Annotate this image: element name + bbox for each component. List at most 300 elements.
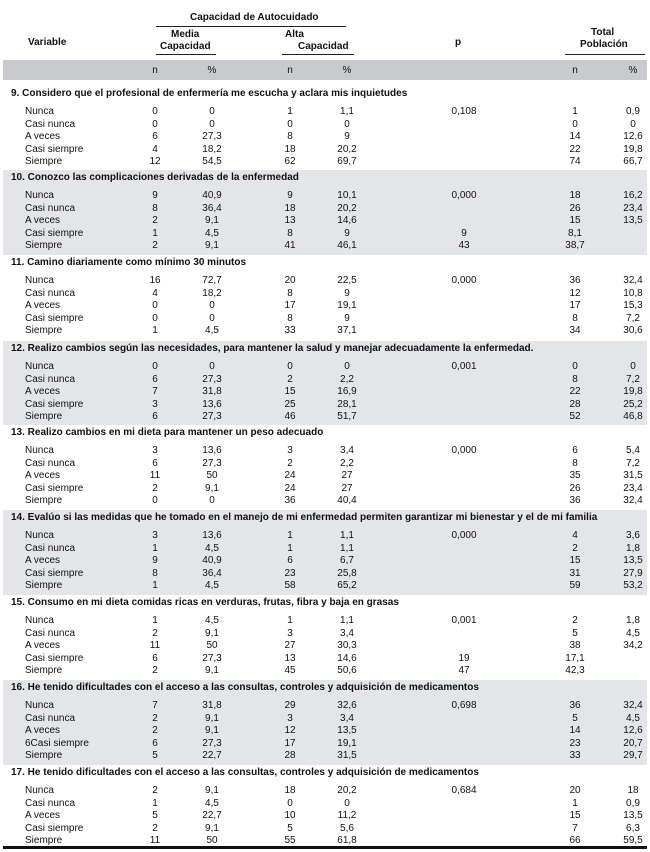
table-cell: 9,1: [205, 712, 219, 724]
table-cell: 14: [569, 131, 581, 143]
section-title: 13. Realizo cambios en mi dieta para mantener un peso adecuado: [11, 427, 324, 438]
table-cell: 22,5: [337, 275, 357, 286]
table-cell: 3,6: [626, 530, 640, 541]
row-label: A veces: [25, 470, 61, 482]
table-cell: 1: [287, 615, 293, 626]
table-cell: 4,5: [205, 325, 219, 337]
table-cell: 26: [569, 202, 581, 214]
table-cell: 15,3: [623, 300, 643, 312]
table-cell: 62: [284, 156, 296, 168]
table-cell: 23: [569, 737, 581, 749]
table-cell: 7: [572, 822, 578, 834]
table-cell: 11,2: [337, 810, 357, 822]
n-label: n: [572, 65, 578, 76]
table-cell: 46: [284, 411, 296, 423]
table-cell: 5: [152, 810, 158, 822]
table-cell: 33: [284, 325, 296, 337]
table-cell: 2: [152, 712, 158, 724]
table-cell: 54,5: [202, 156, 222, 168]
table-cell: 6,3: [626, 822, 640, 834]
table-cell: 3,4: [340, 627, 354, 639]
table-cell: 66,7: [623, 156, 643, 168]
table-cell: 20,2: [337, 785, 357, 796]
table-cell: 2: [572, 615, 578, 626]
table-cell: 4,5: [205, 227, 219, 239]
table-row: [3, 749, 647, 762]
table-cell: 25,8: [337, 567, 357, 579]
table-cell: 13,5: [623, 215, 643, 227]
table-cell: 4: [152, 287, 158, 299]
table-cell: 36: [284, 495, 296, 507]
table-cell: 4,5: [205, 797, 219, 809]
row-label: Siempre: [25, 156, 63, 168]
table-cell: 0: [209, 495, 215, 507]
table-cell: 4,5: [205, 542, 219, 554]
table-row: [3, 444, 647, 457]
header-variable: Variable: [28, 37, 67, 48]
table-cell: 0,001: [451, 361, 477, 372]
table-cell: 46,1: [337, 240, 357, 252]
table-cell: 31,5: [337, 750, 357, 762]
table-cell: 8: [152, 567, 158, 579]
row-label: Casi nunca: [25, 627, 76, 639]
table-cell: 18: [284, 785, 296, 796]
table-cell: 2: [152, 627, 158, 639]
table-cell: 18: [627, 785, 639, 796]
table-cell: 2,2: [340, 457, 354, 469]
section: [3, 510, 647, 595]
section-title: 9. Considero que el profesional de enfermería me escucha y aclara mis inquietudes: [11, 88, 408, 99]
table-cell: 34: [569, 325, 581, 337]
table-cell: 9,1: [205, 482, 219, 494]
table-cell: 41: [284, 240, 296, 252]
table-cell: 0: [344, 361, 350, 372]
table-row: [3, 214, 647, 227]
table-row: [3, 202, 647, 215]
row-label: A veces: [25, 640, 61, 652]
table-cell: 1,8: [626, 542, 640, 554]
header-media-rule: [156, 54, 216, 55]
table-cell: 36: [569, 700, 581, 711]
table-row: [3, 469, 647, 482]
table-cell: 13,5: [623, 810, 643, 822]
table-row: [3, 324, 647, 337]
table-cell: 19,1: [337, 737, 357, 749]
section-title: 16. He tenido dificultades con el acceso a las consultas, controles y adquisición de medicamentos: [11, 682, 479, 693]
table-cell: 8: [572, 373, 578, 385]
table-cell: 9: [461, 227, 467, 239]
table-cell: 9: [152, 555, 158, 567]
table-cell: 27: [341, 482, 353, 494]
table-cell: 12: [569, 287, 581, 299]
table-cell: 36,4: [202, 202, 222, 214]
table-cell: 18: [284, 202, 296, 214]
row-label: Casi nunca: [25, 542, 76, 554]
table-cell: 1,1: [340, 530, 354, 541]
table-cell: 0: [630, 118, 636, 130]
table-cell: 1,1: [340, 106, 354, 117]
table-row: [3, 797, 647, 810]
table-cell: 47: [458, 665, 470, 677]
table-cell: 27,3: [202, 373, 222, 385]
table-cell: 14,6: [337, 215, 357, 227]
table-cell: 0: [287, 361, 293, 372]
header-media-2: Capacidad: [160, 41, 211, 52]
percent-label: %: [207, 65, 217, 76]
row-label: A veces: [25, 386, 61, 398]
table-cell: 11: [149, 640, 161, 652]
table-cell: 9,1: [205, 785, 219, 796]
table-cell: 20: [569, 785, 581, 796]
section: [3, 595, 647, 680]
header-alta-2: Capacidad: [298, 41, 349, 52]
table-cell: 28: [569, 398, 581, 410]
row-label: Siempre: [25, 411, 63, 423]
table-cell: 8: [287, 312, 293, 324]
table-row: [3, 627, 647, 640]
table-cell: 14,6: [337, 652, 357, 664]
table-cell: 10,1: [337, 190, 357, 201]
table-cell: 24: [284, 482, 296, 494]
table-cell: 9,1: [205, 240, 219, 252]
table-cell: 45: [284, 665, 296, 677]
table-cell: 0: [572, 118, 578, 130]
table-cell: 15: [569, 215, 581, 227]
table-cell: 0,698: [451, 700, 477, 711]
table-cell: 2: [572, 542, 578, 554]
table-cell: 20,2: [337, 202, 357, 214]
table-cell: 28: [284, 750, 296, 762]
table-cell: 3: [287, 445, 293, 456]
table-cell: 2: [287, 457, 293, 469]
table-cell: 6: [152, 652, 158, 664]
row-label: Casi nunca: [25, 457, 76, 469]
table-cell: 43: [458, 240, 470, 252]
table-cell: 31,8: [202, 700, 222, 711]
row-label: Siempre: [25, 580, 63, 592]
table-cell: 33: [569, 750, 581, 762]
table-row: [3, 529, 647, 542]
row-label: Casi nunca: [25, 118, 76, 130]
table-cell: 19: [458, 652, 470, 664]
header-media-1: Media: [171, 29, 200, 40]
table-cell: 12: [149, 156, 161, 168]
table-cell: 6,7: [340, 555, 354, 567]
table-cell: 9,1: [205, 822, 219, 834]
section-title: 14. Evalúo si las medidas que he tomado en el manejo de mi enfermedad permiten garantizar mi bienestar y el de mi familia: [11, 512, 598, 523]
table-cell: 59,5: [623, 835, 643, 847]
table-cell: 0: [152, 300, 158, 312]
table-row: [3, 639, 647, 652]
row-label: A veces: [25, 810, 61, 822]
row-label: Siempre: [25, 750, 63, 762]
table-row: [3, 542, 647, 555]
table-row: [3, 664, 647, 677]
table-cell: 0: [209, 118, 215, 130]
table-cell: 25,2: [623, 398, 643, 410]
header-total-rule: [565, 54, 645, 55]
table-cell: 7: [152, 386, 158, 398]
row-label: Casi siempre: [25, 822, 84, 834]
table-row: [3, 494, 647, 507]
table-row: [3, 274, 647, 287]
table-cell: 27,3: [202, 737, 222, 749]
row-label: 6Casi siempre: [25, 737, 89, 749]
row-label: Casi nunca: [25, 797, 76, 809]
table-cell: 27: [284, 640, 296, 652]
table-cell: 32,4: [623, 275, 643, 286]
table-cell: 9,1: [205, 627, 219, 639]
row-label: A veces: [25, 300, 61, 312]
table-cell: 8: [287, 227, 293, 239]
table-row: [3, 784, 647, 797]
table-cell: 69,7: [337, 156, 357, 168]
table-cell: 36: [569, 495, 581, 507]
table-cell: 1: [152, 615, 158, 626]
table-row: [3, 567, 647, 580]
header-total-1: Total: [591, 27, 615, 38]
n-label: n: [287, 65, 293, 76]
table-row: [3, 579, 647, 592]
table-cell: 12,6: [623, 131, 643, 143]
header-alta-rule: [282, 54, 354, 55]
table-cell: 15: [284, 386, 296, 398]
row-label: Nunca: [25, 530, 54, 541]
table-cell: 0,9: [626, 106, 640, 117]
table-cell: 13,5: [337, 725, 357, 737]
bottom-rule: [3, 846, 647, 849]
table-row: [3, 227, 647, 240]
table-cell: 7,2: [626, 312, 640, 324]
table-cell: 30,6: [623, 325, 643, 337]
table-cell: 26: [569, 482, 581, 494]
table-cell: 0: [152, 106, 158, 117]
percent-label: %: [342, 65, 352, 76]
table-cell: 0,000: [451, 445, 477, 456]
table-cell: 0: [209, 300, 215, 312]
table-row: [3, 385, 647, 398]
row-label: Nunca: [25, 445, 54, 456]
table-cell: 20,7: [623, 737, 643, 749]
table-cell: 0,000: [451, 530, 477, 541]
table-cell: 66: [569, 835, 581, 847]
n-percent-row: [3, 60, 647, 80]
table-cell: 0: [152, 495, 158, 507]
table-row: [3, 312, 647, 325]
table-cell: 40,4: [337, 495, 357, 507]
table-cell: 9: [344, 287, 350, 299]
table-cell: 2: [152, 215, 158, 227]
table-cell: 5: [152, 750, 158, 762]
table-cell: 3: [152, 530, 158, 541]
row-label: Casi siempre: [25, 652, 84, 664]
row-label: Nunca: [25, 785, 54, 796]
table-cell: 9: [287, 190, 293, 201]
table-cell: 17: [284, 737, 296, 749]
table-cell: 14: [569, 725, 581, 737]
table-cell: 37,1: [337, 325, 357, 337]
row-label: Nunca: [25, 275, 54, 286]
row-label: Casi siempre: [25, 227, 84, 239]
table-cell: 0,000: [451, 190, 477, 201]
section: [3, 765, 647, 846]
table-cell: 3,4: [340, 712, 354, 724]
table-cell: 27: [341, 470, 353, 482]
table-cell: 6: [572, 445, 578, 456]
section: [3, 680, 647, 765]
table-cell: 0: [344, 118, 350, 130]
table-cell: 61,8: [337, 835, 357, 847]
table-cell: 4,5: [205, 615, 219, 626]
table-cell: 2,2: [340, 373, 354, 385]
row-label: Casi siempre: [25, 482, 84, 494]
table-cell: 2: [152, 785, 158, 796]
table-row: [3, 554, 647, 567]
table-cell: 7: [152, 700, 158, 711]
row-label: Siempre: [25, 835, 63, 847]
table-cell: 6: [152, 411, 158, 423]
table-cell: 23,4: [623, 202, 643, 214]
table-cell: 18: [284, 143, 296, 155]
row-label: Casi nunca: [25, 373, 76, 385]
table-cell: 55: [284, 835, 296, 847]
table-cell: 40,9: [202, 190, 222, 201]
table-cell: 2: [152, 665, 158, 677]
table-cell: 5: [572, 712, 578, 724]
table-cell: 29: [284, 700, 296, 711]
table-row: [3, 712, 647, 725]
table-cell: 50: [206, 835, 218, 847]
table-cell: 59: [569, 580, 581, 592]
table-cell: 1,1: [340, 542, 354, 554]
table-row: [3, 287, 647, 300]
row-label: Casi siempre: [25, 567, 84, 579]
table-cell: 31,5: [623, 470, 643, 482]
n-label: n: [152, 65, 158, 76]
header-p: p: [455, 37, 462, 48]
table-cell: 29,7: [623, 750, 643, 762]
row-label: A veces: [25, 215, 61, 227]
table-cell: 0: [344, 797, 350, 809]
table-row: [3, 652, 647, 665]
table-cell: 8,1: [568, 227, 582, 239]
table-cell: 50: [206, 640, 218, 652]
table-cell: 1: [572, 106, 578, 117]
row-label: Nunca: [25, 106, 54, 117]
table-cell: 7,2: [626, 457, 640, 469]
section-title: 12. Realizo cambios según las necesidades, para mantener la salud y manejar adecuadamente la enfermedad.: [11, 343, 534, 354]
row-label: Nunca: [25, 361, 54, 372]
table-cell: 10: [284, 810, 296, 822]
table-cell: 5: [287, 822, 293, 834]
header-total-2: Población: [580, 39, 628, 50]
table-row: [3, 189, 647, 202]
table-cell: 5: [572, 627, 578, 639]
table-cell: 7,2: [626, 373, 640, 385]
table-row: [3, 360, 647, 373]
section: [3, 86, 647, 170]
table-cell: 0,684: [451, 785, 477, 796]
header-alta-1: Alta: [285, 29, 304, 40]
table-cell: 6: [152, 131, 158, 143]
table-cell: 18: [569, 190, 581, 201]
header-group-rule: [156, 26, 346, 27]
section: [3, 425, 647, 510]
table-cell: 8: [287, 131, 293, 143]
table-cell: 13,6: [202, 530, 222, 541]
table-cell: 15: [569, 810, 581, 822]
table-cell: 0: [630, 361, 636, 372]
table-cell: 16: [149, 275, 161, 286]
table-cell: 15: [569, 555, 581, 567]
row-label: Nunca: [25, 190, 54, 201]
table-row: [3, 724, 647, 737]
percent-label: %: [628, 65, 638, 76]
table-cell: 23,4: [623, 482, 643, 494]
table-cell: 38: [569, 640, 581, 652]
table-cell: 4: [572, 530, 578, 541]
table-cell: 13,5: [623, 555, 643, 567]
table-cell: 8: [287, 287, 293, 299]
table-cell: 1: [152, 580, 158, 592]
section: [3, 341, 647, 425]
table-cell: 31: [569, 567, 581, 579]
table-cell: 36: [569, 275, 581, 286]
table-cell: 52: [569, 411, 581, 423]
table-cell: 4: [152, 143, 158, 155]
table-cell: 18,2: [202, 143, 222, 155]
table-cell: 0,001: [451, 615, 477, 626]
row-label: Casi nunca: [25, 287, 76, 299]
table-cell: 17: [569, 300, 581, 312]
table-cell: 22: [569, 143, 581, 155]
table-cell: 1: [572, 797, 578, 809]
table-cell: 9,1: [205, 665, 219, 677]
table-cell: 0: [572, 361, 578, 372]
section-title: 15. Consumo en mi dieta comidas ricas en verduras, frutas, fibra y baja en grasas: [11, 597, 399, 608]
table-cell: 0: [209, 106, 215, 117]
table-row: [3, 239, 647, 252]
row-label: Casi siempre: [25, 398, 84, 410]
table-cell: 9,1: [205, 725, 219, 737]
table-cell: 27,3: [202, 131, 222, 143]
table-cell: 1: [287, 530, 293, 541]
table-cell: 10,8: [623, 287, 643, 299]
table-cell: 16,9: [337, 386, 357, 398]
table-cell: 9: [152, 190, 158, 201]
table-cell: 0: [152, 312, 158, 324]
table-row: [3, 614, 647, 627]
table-cell: 1,8: [626, 615, 640, 626]
table-cell: 8: [572, 312, 578, 324]
table-cell: 38,7: [565, 240, 585, 252]
table-cell: 3: [152, 445, 158, 456]
table-cell: 27,3: [202, 652, 222, 664]
table-row: [3, 699, 647, 712]
table-cell: 13,6: [202, 445, 222, 456]
table-cell: 1: [152, 325, 158, 337]
row-label: Casi nunca: [25, 712, 76, 724]
table-cell: 0,108: [451, 106, 477, 117]
table-cell: 27,3: [202, 411, 222, 423]
table-cell: 20: [284, 275, 296, 286]
row-label: A veces: [25, 555, 61, 567]
table-cell: 58: [284, 580, 296, 592]
row-label: A veces: [25, 725, 61, 737]
table-cell: 2: [287, 373, 293, 385]
table-cell: 74: [569, 156, 581, 168]
table-cell: 13,6: [202, 398, 222, 410]
